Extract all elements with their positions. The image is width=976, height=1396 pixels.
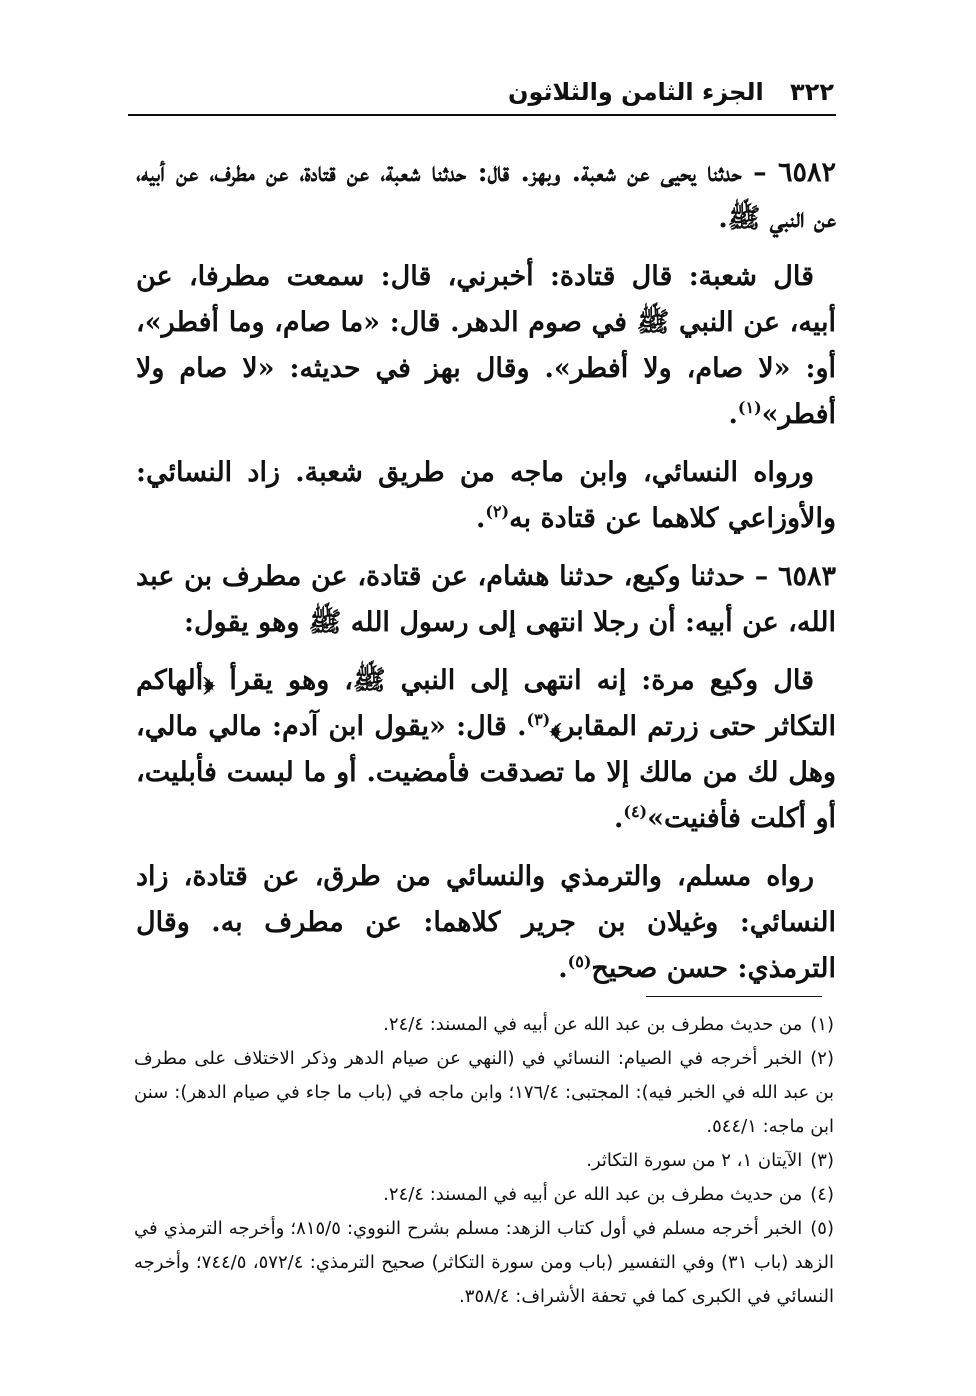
footnote-2 (134, 1042, 834, 1144)
paragraph-3-text: قال وكيع مرة: إنه انتهى إلى النبي ﷺ، وهو يقرأ ﴿ألهاكم التكاثر حتى زرتم المقابر﴾ (136, 665, 837, 742)
footnote-text: من حديث مطرف بن عبد الله عن أبيه في المسند: ٢٤/٤. (383, 1014, 803, 1035)
hadith-6582 (136, 150, 836, 242)
footnote-5 (134, 1212, 834, 1314)
paragraph-2-text: ورواه النسائي، وابن ماجه من طريق شعبة. زاد النسائي: والأوزاعي كلاهما عن قتادة به (136, 457, 836, 534)
footnote-text: من حديث مطرف بن عبد الله عن أبيه في المسند: ٢٤/٤. (383, 1184, 803, 1205)
footnote-3 (134, 1144, 834, 1178)
paragraph-4-tail: . (558, 953, 568, 984)
paragraph-2 (136, 450, 836, 542)
footnote-label: (٥) (810, 1218, 834, 1239)
paragraph-2-tail: . (475, 503, 486, 534)
footnotes (134, 1008, 834, 1314)
main-text (136, 150, 836, 1004)
footnote-ref-5[interactable]: (٥) (567, 952, 592, 971)
footnote-separator (646, 996, 822, 997)
hadith-6583-text: ٦٥٨٣ – حدثنا وكيع، حدثنا هشام، عن قتادة، عن مطرف بن عبد الله، عن أبيه: أن رجلا انتهى إلى رسول الله ﷺ وهو يقول: (136, 561, 836, 638)
paragraph-3-end: . (613, 803, 624, 834)
footnote-text: الخبر أخرجه في الصيام: النسائي في (النهي عن صيام الدهر وذكر الاختلاف على مطرف بن عبد الله في الخبر فيه): المجتبى: ١٧٦/٤؛ وابن ماجه في (باب ما جاء في صيام الدهر): سنن ابن ماجه: ٥٤٤/١. (134, 1048, 834, 1137)
paragraph-3-tail: . قال: «يقول ابن آدم: مالي مالي، وهل لك من مالك إلا ما تصدقت فأمضيت. أو ما لبست فأبليت، أو أكلت فأفنيت» (136, 711, 836, 834)
footnote-ref-1[interactable]: (١) (737, 398, 762, 417)
running-header (114, 78, 834, 114)
paragraph-1-tail: . (728, 399, 738, 430)
paragraph-1 (136, 254, 836, 438)
paragraph-4-text: رواه مسلم، والترمذي والنسائي من طرق، عن قتادة، زاد النسائي: وغيلان بن جرير كلاهما: عن مطرف به. وقال الترمذي: حسن صحيح (136, 861, 836, 984)
footnote-ref-3[interactable]: (٣) (526, 710, 551, 729)
footnote-1 (134, 1008, 834, 1042)
paragraph-3 (136, 658, 836, 842)
hadith-6583 (136, 554, 836, 646)
footnote-label: (٤) (810, 1184, 834, 1205)
paragraph-4 (136, 854, 836, 992)
hadith-6582-text: ٦٥٨٢ – حدثنا يحيى عن شعبة. وبهز. قال: حدثنا شعبة، عن قتادة، عن مطرف، عن أبيه، عن النبي ﷺ. (136, 157, 836, 234)
page-number: ٣٢٢ (790, 78, 834, 106)
footnote-text: الخبر أخرجه مسلم في أول كتاب الزهد: مسلم بشرح النووي: ٨١٥/٥؛ وأخرجه الترمذي في الزهد (باب ٣١) وفي التفسير (باب ومن سورة التكاثر) صحيح الترمذي: ٥٧٢/٤، ٧٤٤/٥؛ وأخرجه النسائي في الكبرى كما في تحفة الأشراف: ٣٥٨/٤. (134, 1218, 834, 1307)
footnote-label: (٢) (810, 1048, 834, 1069)
footnote-ref-2[interactable]: (٢) (485, 502, 510, 521)
part-title: الجزء الثامن والثلاثون (508, 78, 764, 106)
paragraph-1-text: قال شعبة: قال قتادة: أخبرني، قال: سمعت مطرفا، عن أبيه، عن النبي ﷺ في صوم الدهر. قال: «ما صام، وما أفطر»، أو: «لا صام، ولا أفطر». وقال بهز في حديثه: «لا صام ولا أفطر» (136, 261, 836, 430)
footnote-text: الآيتان ١، ٢ من سورة التكاثر. (586, 1150, 803, 1171)
footnote-label: (١) (810, 1014, 834, 1035)
footnote-4 (134, 1178, 834, 1212)
header-rule (128, 114, 836, 116)
footnote-ref-4[interactable]: (٤) (623, 802, 648, 821)
footnote-label: (٣) (810, 1150, 834, 1171)
